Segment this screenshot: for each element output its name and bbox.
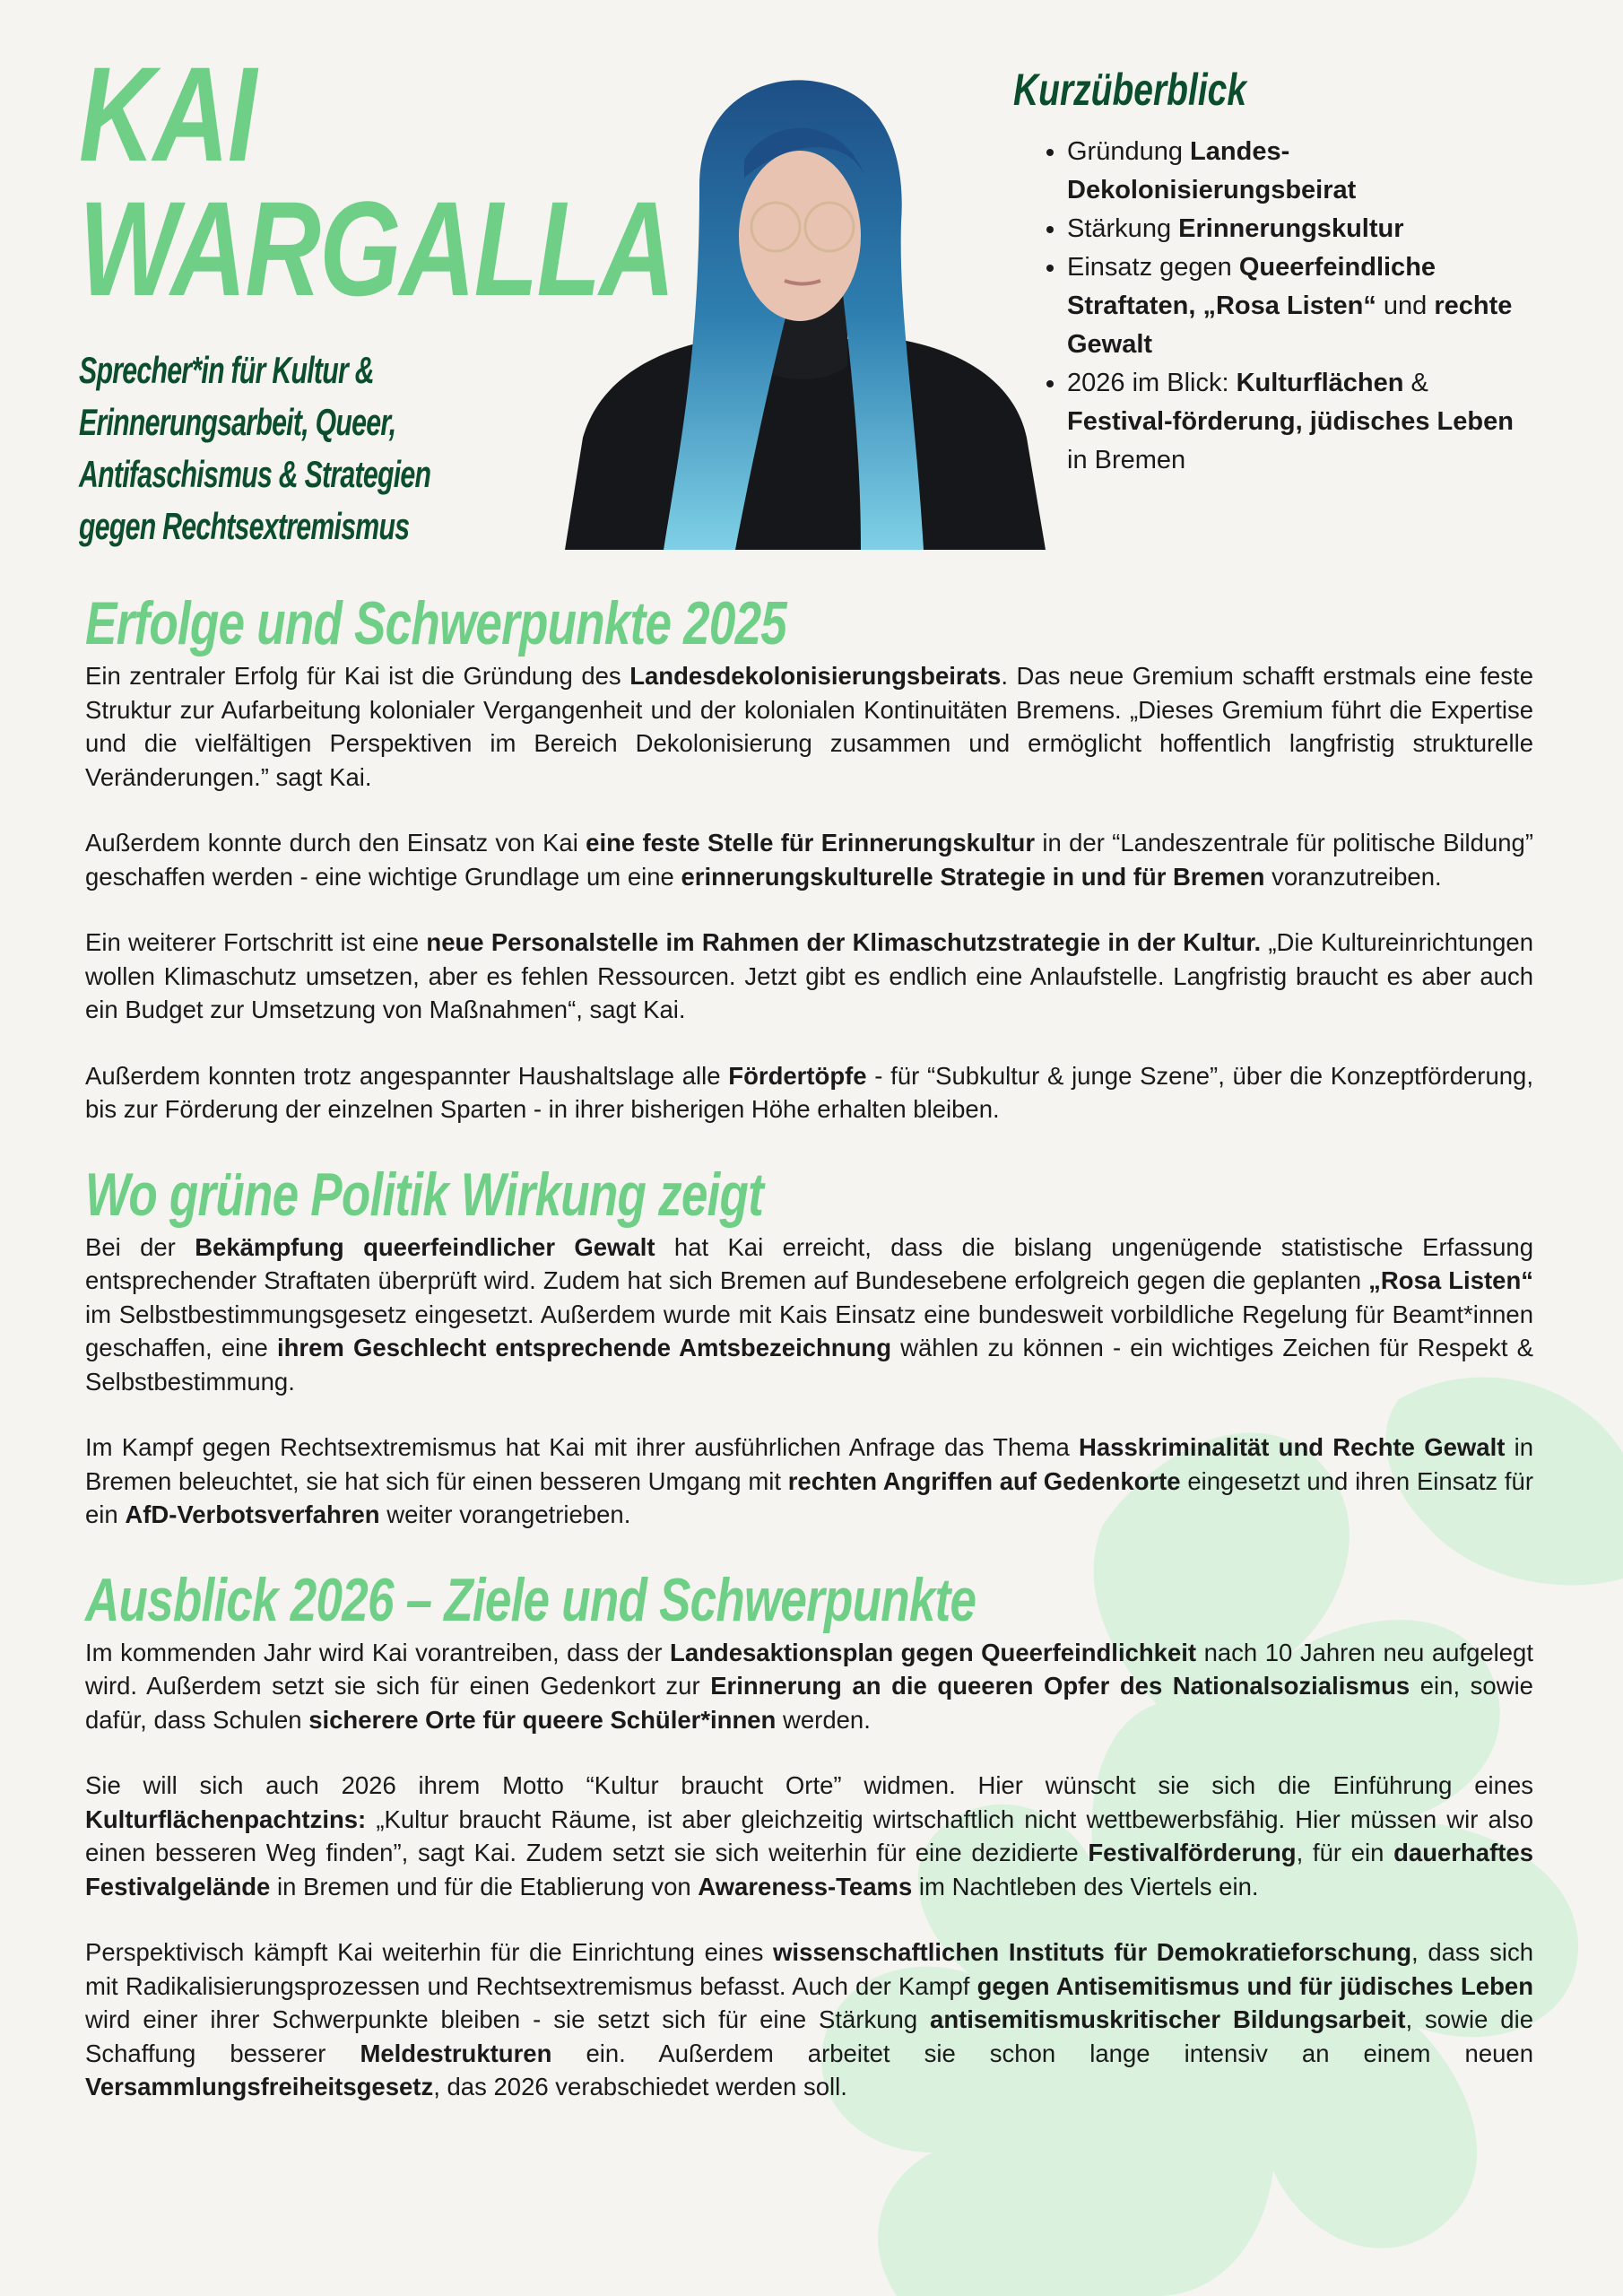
text-segment: - für “Subkultur & junge Szene”, über die Konzeptförderung, bis zur Förderung der einzelnen Sparten - in ihrer bisherigen Höhe erhalten bleiben. (85, 1061, 1533, 1123)
text-segment: Außerdem konnten trotz angespannter Haushaltslage alle (85, 1061, 729, 1090)
body-paragraph (85, 926, 1533, 1027)
text-segment: . Das neue Gremium schafft erstmals eine feste Struktur zur Aufarbeitung kolonialer Vergangenheit und der kolonialen Kontinuitäten Bremens. „Dieses Gremium führt die Expertise und die vielfältigen Perspektiven im Bereich Dekolonisierung zusammen und ermöglicht hoffentlich langfristig strukturelle Veränderungen.” sagt Kai. (85, 662, 1533, 791)
text-segment: Perspektivisch kämpft Kai weiterhin für die Einrichtung eines (85, 1938, 774, 1966)
content-section (85, 587, 1533, 1126)
body-paragraph (85, 1431, 1533, 1532)
text-segment: „Kultur braucht Räume, ist aber gleichzeitig wirtschaftlich nicht wettbewerbsfähig. Hier müssen wir also einen besseren Weg finden”, sagt Kai. Zudem setzt sie sich weiterhin für eine dezidierte (85, 1805, 1533, 1866)
section-heading: Erfolge und Schwerpunkte 2025 (85, 589, 787, 657)
bold-text: Festivalförderung (1088, 1839, 1297, 1866)
text-segment: , sowie die Schaffung besserer (85, 2005, 1533, 2067)
bold-text: Landesdekolonisierungsbeirats (629, 662, 1002, 690)
bold-text: Meldestrukturen (360, 2039, 552, 2067)
content-section (85, 1564, 1533, 2104)
subtitle-line: gegen Rechtsextremismus (79, 505, 410, 547)
content-section (85, 1159, 1533, 1532)
text-segment: , das 2026 verabschiedet werden soll. (433, 2073, 847, 2100)
subtitle-line: Erinnerungsarbeit, Queer, (79, 401, 396, 443)
bold-text: Kulturflächenpachtzins: (85, 1805, 367, 1833)
bold-text: Erinnerungskultur (1178, 214, 1404, 243)
text-segment: Im kommenden Jahr wird Kai vorantreiben, dass der (85, 1638, 671, 1666)
text-segment: Ein zentraler Erfolg für Kai ist die Gründung des (85, 662, 630, 690)
bold-text: Queerfeindliche Straftaten, „Rosa Listen“ (1067, 253, 1436, 320)
text-segment: Außerdem konnte durch den Einsatz von Kai (85, 829, 586, 857)
name-first: KAI (79, 39, 256, 189)
text-segment: , dass sich mit Radikalisierungsprozessen und Rechtsextremismus befasst. Auch der Kampf (85, 1938, 1533, 2000)
overview-title: Kurzüberblick (1013, 65, 1247, 115)
text-segment: nach 10 Jahren neu aufgelegt wird. Außerdem setzt sie sich für einen Gedenkort zur (85, 1638, 1533, 1700)
main-content (85, 587, 1533, 2136)
bold-text: Versammlungsfreiheitsgesetz (85, 2073, 434, 2100)
section-heading: Wo grüne Politik Wirkung zeigt (85, 1160, 764, 1229)
body-paragraph (85, 826, 1533, 893)
text-segment: in Bremen und für die Etablierung von (270, 1872, 699, 1900)
bold-text: Erinnerung an die queeren Opfer des Nationalsozialismus (710, 1672, 1410, 1700)
bold-text: Landesaktionsplan gegen Queerfeindlichkeit (670, 1638, 1197, 1666)
bold-text: eine feste Stelle für Erinnerungskultur (586, 829, 1036, 857)
text-segment: im Selbstbestimmungsgesetz eingesetzt. Außerdem wurde mit Kais Einsatz eine bundesweit vorbildliche Regelung für Beamt*innen geschaffen, eine (85, 1300, 1533, 1361)
bold-text: Festival-förderung, jüdisches Leben (1067, 407, 1514, 436)
text-segment: werden. (776, 1705, 871, 1734)
text-segment: wählen zu können - ein wichtiges Zeichen für Respekt & Selbstbestimmung. (85, 1334, 1533, 1396)
text-segment: ein, sowie dafür, dass Schulen (85, 1672, 1533, 1734)
bold-text: rechte Gewalt (1067, 291, 1513, 359)
text-segment: voranzutreiben. (1264, 862, 1442, 891)
body-paragraph (85, 1769, 1533, 1903)
overview-item (1067, 210, 1533, 248)
text-segment: im Nachtleben des Viertels ein. (912, 1872, 1259, 1900)
bold-text: Hasskriminalität und Rechte Gewalt (1079, 1433, 1506, 1461)
bold-text: gegen Antisemitismus und für jüdisches Leben (976, 1971, 1533, 2000)
body-paragraph (85, 659, 1533, 794)
overview-item (1067, 364, 1533, 480)
bold-text: dauerhaftes Festivalgelände (85, 1839, 1533, 1900)
text-segment: in der “Landeszentrale für politische Bildung” geschaffen werden - eine wichtige Grundlage um eine (85, 829, 1533, 891)
body-paragraph (85, 1636, 1533, 1737)
bold-text: ihrem Geschlecht entsprechende Amtsbezeichnung (276, 1334, 891, 1361)
overview-box (1013, 63, 1533, 480)
bold-text: Kulturflächen (1236, 369, 1404, 397)
text-segment: & (1403, 369, 1428, 397)
text-segment: in Bremen (1067, 446, 1186, 474)
text-segment: „Die Kultureinrichtungen wollen Klimaschutz umsetzen, aber es fehlen Ressourcen. Jetzt gibt es endlich eine Anlaufstelle. Langfristig braucht es aber auch ein Budget zur Umsetzung von Maßnahmen“, sagt Kai. (85, 928, 1533, 1023)
text-segment: 2026 im Blick: (1067, 369, 1237, 397)
bold-text: sicherere Orte für queere Schüler*innen (308, 1705, 777, 1734)
bold-text: neue Personalstelle im Rahmen der Klimaschutzstrategie in der Kultur. (426, 928, 1262, 956)
text-segment: Gründung (1067, 137, 1191, 166)
bold-text: wissenschaftlichen Instituts für Demokratieforschung (773, 1938, 1412, 1966)
text-segment: weiter vorangetrieben. (379, 1500, 631, 1528)
section-heading: Ausblick 2026 – Ziele und Schwerpunkte (85, 1565, 976, 1634)
text-segment: in Bremen beleuchtet, sie hat sich für einen besseren Umgang mit (85, 1433, 1533, 1495)
text-segment: Sie will sich auch 2026 ihrem Motto “Kultur braucht Orte” widmen. Hier wünscht sie sich die Einführung eines (85, 1771, 1533, 1799)
text-segment: Einsatz gegen (1067, 253, 1239, 282)
bold-text: rechten Angriffen auf Gedenkorte (787, 1466, 1181, 1495)
text-segment: Bei der (85, 1232, 195, 1261)
body-paragraph (85, 1231, 1533, 1399)
bold-text: antisemitismuskritischer Bildungsarbeit (930, 2005, 1406, 2033)
text-segment: und (1376, 291, 1435, 320)
bold-text: Landes-Dekolonisierungsbeirat (1067, 137, 1357, 204)
subtitle-line: Sprecher*in für Kultur & (79, 349, 374, 391)
text-segment: Ein weiterer Fortschritt ist eine (85, 928, 427, 956)
overview-list (1013, 133, 1533, 480)
text-segment: Stärkung (1067, 214, 1179, 243)
text-segment: ein. Außerdem arbeitet sie schon lange intensiv an einem neuen (551, 2039, 1533, 2067)
bold-text: „Rosa Listen“ (1368, 1266, 1533, 1294)
bold-text: Bekämpfung queerfeindlicher Gewalt (195, 1232, 655, 1261)
bold-text: Fördertöpfe (728, 1061, 867, 1090)
overview-item (1067, 133, 1533, 210)
text-segment: , für ein (1296, 1839, 1394, 1866)
body-paragraph (85, 1935, 1533, 2104)
text-segment: wird einer ihrer Schwerpunkte bleiben - sie setzt sich für eine Stärkung (85, 2005, 931, 2033)
bold-text: Awareness-Teams (698, 1872, 913, 1900)
text-segment: eingesetzt und ihren Einsatz für ein (85, 1466, 1533, 1528)
overview-item (1067, 248, 1533, 364)
name-last: WARGALLA (79, 173, 674, 324)
text-segment: Im Kampf gegen Rechtsextremismus hat Kai mit ihrer ausführlichen Anfrage das Thema (85, 1433, 1079, 1461)
body-paragraph (85, 1059, 1533, 1126)
bold-text: erinnerungskulturelle Strategie in und für Bremen (681, 862, 1265, 891)
portrait-photo (565, 79, 1046, 550)
subtitle-line: Antifaschismus & Strategien (79, 453, 431, 495)
role-subtitle (79, 344, 531, 552)
bold-text: AfD-Verbotsverfahren (125, 1500, 380, 1528)
text-segment: hat Kai erreicht, dass die bislang ungenügende statistische Erfassung entsprechender Straftaten überprüft wird. Zudem hat sich Bremen auf Bundesebene erfolgreich gegen die geplanten (85, 1232, 1533, 1294)
